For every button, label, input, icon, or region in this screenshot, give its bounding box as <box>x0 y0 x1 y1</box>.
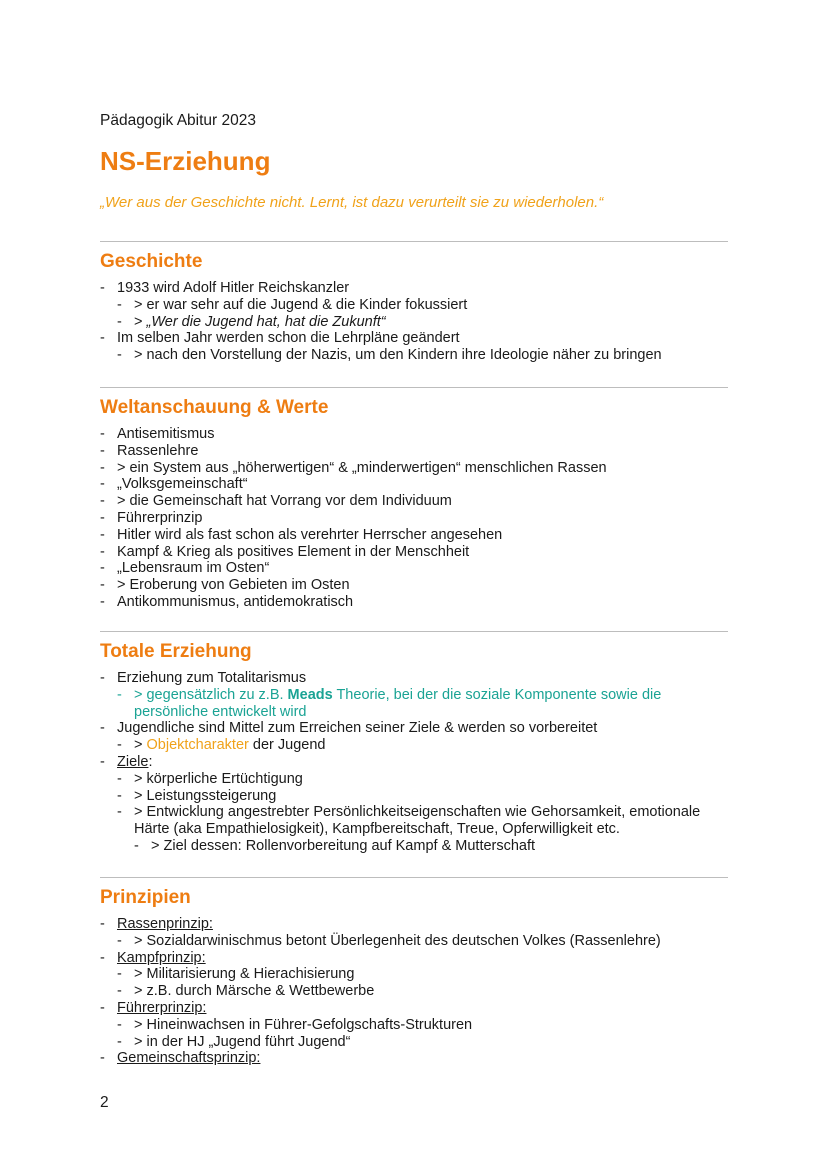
underlined-label: Gemeinschaftsprinzip: <box>117 1050 261 1067</box>
section-divider <box>100 631 728 632</box>
section-title: Geschichte <box>100 251 203 272</box>
text-segment: > gegensätzlich zu z.B. <box>134 686 288 703</box>
bullet-list <box>100 916 728 1067</box>
name-highlight: Meads <box>287 686 333 703</box>
list-item: - > die Gemeinschaft hat Vorrang vor dem Individuum <box>100 493 728 510</box>
keyword-highlight: Objektcharakter <box>146 737 249 754</box>
list-item <box>100 1050 728 1067</box>
page-number: 2 <box>100 1094 109 1111</box>
section-divider <box>100 877 728 878</box>
quote: „Wer aus der Geschichte nicht. Lernt, ist dazu verurteilt sie zu wiederholen.“ <box>100 194 604 211</box>
text-segment: > <box>134 737 147 754</box>
list-item <box>117 314 728 331</box>
text-segment: der Jugend <box>248 737 326 754</box>
bullet-list <box>100 280 728 364</box>
section-weltanschauung <box>100 387 728 611</box>
list-item: - Kampf & Krieg als positives Element in der Menschheit <box>100 544 728 561</box>
list-item: - Antisemitismus <box>100 426 728 443</box>
list-item <box>117 687 728 721</box>
underlined-label: Rassenprinzip: <box>117 916 213 932</box>
list-item: - Rassenlehre <box>100 443 728 460</box>
list-item: - 1933 wird Adolf Hitler Reichskanzler <box>100 280 728 297</box>
text-segment: : <box>148 753 153 770</box>
section-totale-erziehung <box>100 631 728 855</box>
underlined-label: Kampfprinzip: <box>117 949 206 966</box>
section-prinzipien <box>100 877 728 1067</box>
section-geschichte <box>100 241 728 364</box>
list-item <box>100 1000 728 1017</box>
list-item <box>100 754 728 771</box>
list-item <box>117 737 728 754</box>
list-item: - > er war sehr auf die Jugend & die Kinder fokussiert <box>117 297 728 314</box>
list-item <box>100 916 728 933</box>
list-item: - > Eroberung von Gebieten im Osten <box>100 577 728 594</box>
list-item: - Hitler wird als fast schon als verehrter Herrscher angesehen <box>100 527 728 544</box>
list-item: - Führerprinzip <box>100 510 728 527</box>
underlined-label: Ziele <box>117 753 149 770</box>
underlined-label: Führerprinzip: <box>117 999 207 1016</box>
list-item: - „Volksgemeinschaft“ <box>100 476 728 493</box>
list-item: - > Sozialdarwinischmus betont Überlegenheit des deutschen Volkes (Rassenlehre) <box>117 933 728 950</box>
list-item: - > Ziel dessen: Rollenvorbereitung auf Kampf & Mutterschaft <box>134 838 728 855</box>
list-item: - > nach den Vorstellung der Nazis, um den Kindern ihre Ideologie näher zu bringen <box>117 347 728 364</box>
list-item: - > körperliche Ertüchtigung <box>117 771 728 788</box>
section-title: Weltanschauung & Werte <box>100 397 329 418</box>
section-divider <box>100 387 728 388</box>
arrow-prefix: > <box>134 313 147 330</box>
page-title: NS-Erziehung <box>100 146 271 176</box>
subject-header: Pädagogik Abitur 2023 <box>100 112 256 129</box>
list-item <box>100 950 728 967</box>
list-item: - > in der HJ „Jugend führt Jugend“ <box>117 1034 728 1051</box>
bullet-list <box>100 426 728 611</box>
list-item: - > Hineinwachsen in Führer-Gefolgschafts-Strukturen <box>117 1017 728 1034</box>
section-divider <box>100 241 728 242</box>
list-item: - Erziehung zum Totalitarismus <box>100 670 728 687</box>
list-item: - Im selben Jahr werden schon die Lehrpläne geändert <box>100 330 728 347</box>
list-item: - > Militarisierung & Hierachisierung <box>117 966 728 983</box>
list-item: - Jugendliche sind Mittel zum Erreichen seiner Ziele & werden so vorbereitet <box>100 720 728 737</box>
list-item: - „Lebensraum im Osten“ <box>100 560 728 577</box>
list-item: - > ein System aus „höherwertigen“ & „minderwertigen“ menschlichen Rassen <box>100 460 728 477</box>
section-title: Totale Erziehung <box>100 641 252 662</box>
list-item: - > z.B. durch Märsche & Wettbewerbe <box>117 983 728 1000</box>
list-item: - > Leistungssteigerung <box>117 788 728 805</box>
list-item: - > Entwicklung angestrebter Persönlichkeitseigenschaften wie Gehorsamkeit, emotionale Härte (aka Empathielosigkeit), Kampfbereitschaft, Treue, Opferwilligkeit etc. <box>117 804 728 838</box>
quote-text: „Wer die Jugend hat, hat die Zukunft“ <box>146 313 386 330</box>
section-title: Prinzipien <box>100 887 191 908</box>
bullet-list <box>100 670 728 855</box>
text-segment: Theorie, bei der die soziale Komponente sowie die persönliche entwickelt wird <box>134 686 662 720</box>
list-item: - Antikommunismus, antidemokratisch <box>100 594 728 611</box>
